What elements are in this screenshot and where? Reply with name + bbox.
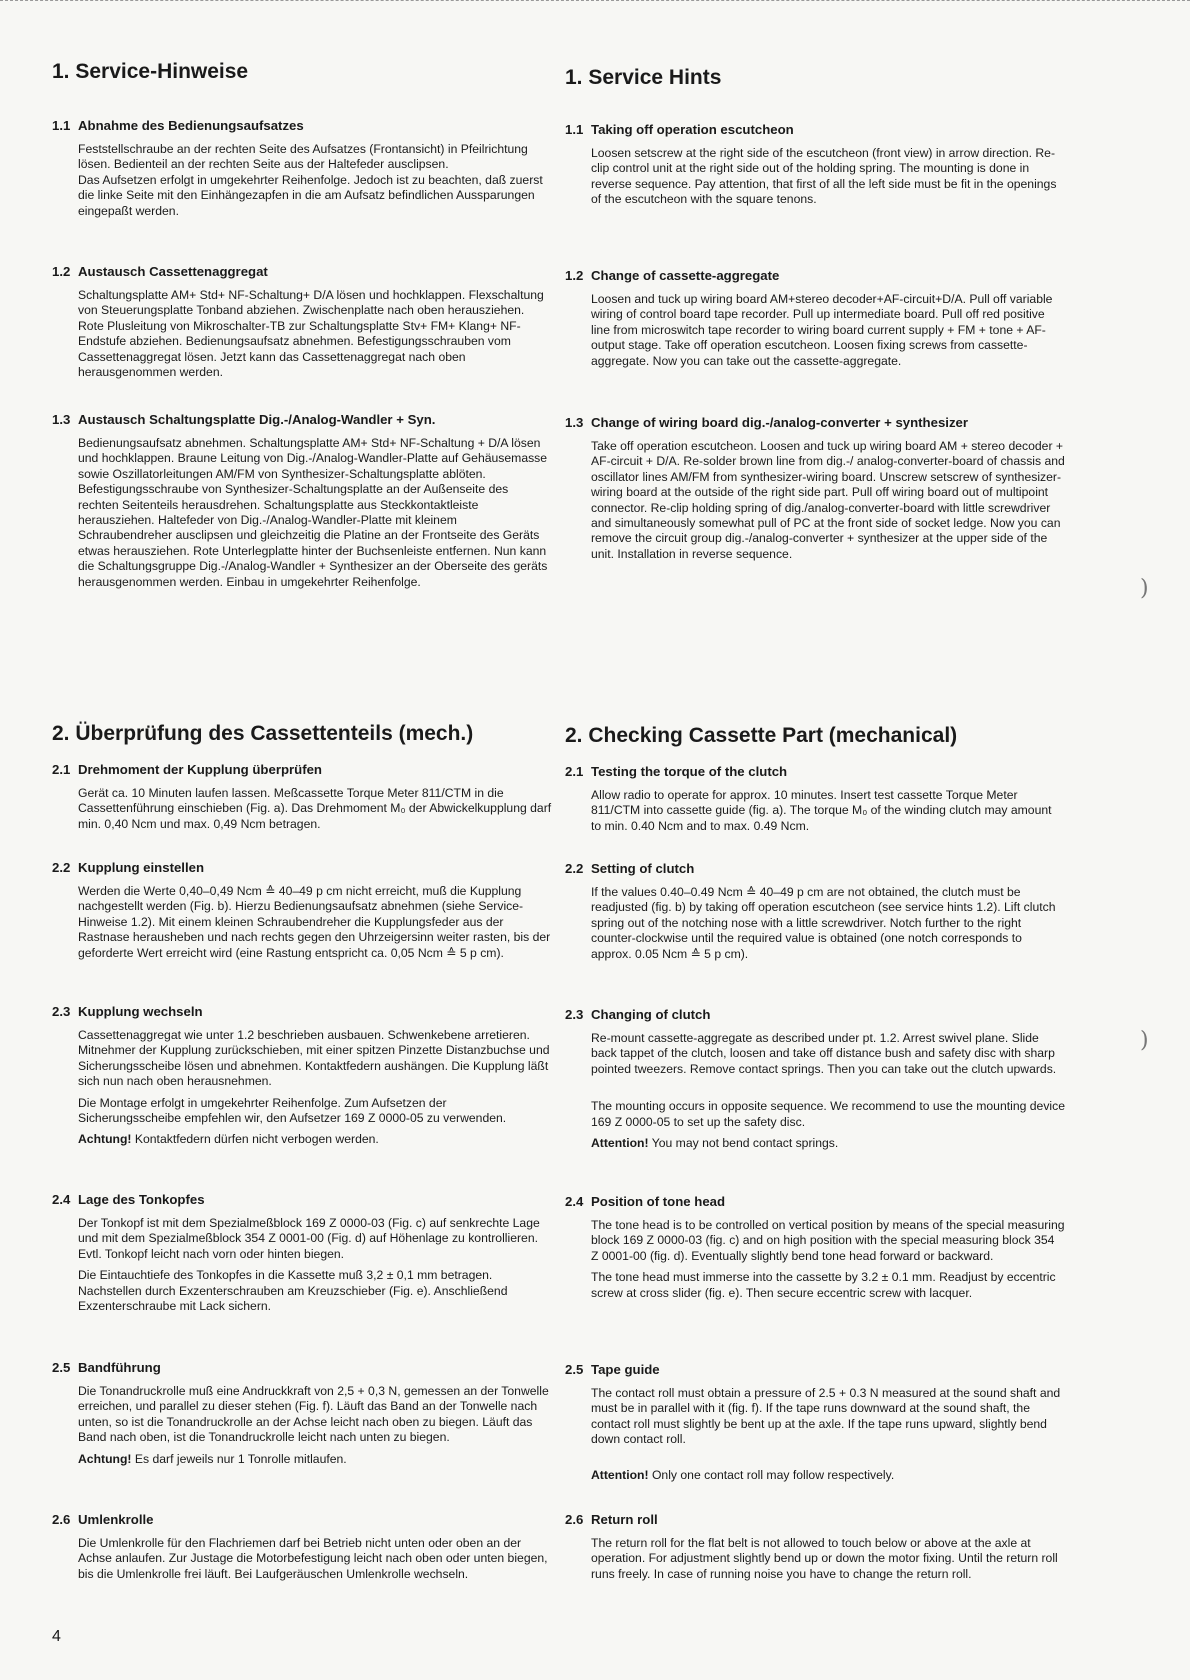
de-item-1-2	[52, 264, 552, 386]
en-item-2-5-attention-label: Attention!	[591, 1467, 649, 1482]
de-item-2-1	[52, 762, 552, 838]
de-item-2-3	[52, 1004, 552, 1154]
en-item-2-2	[565, 861, 1065, 968]
top-border-line	[0, 0, 1190, 1]
en-item-2-1-num: 2.1	[565, 764, 584, 779]
en-item-1-3-title: Change of wiring board dig.-/analog-converter + synthesizer	[591, 415, 969, 430]
de-item-2-5-attention	[78, 1452, 552, 1467]
en-item-2-6-para-1: The return roll for the flat belt is not allowed to touch below or above at the axle at operation. For adjustment slightly bend up or down the motor fixing. Until the return roll runs freely. In case of running noise you have to change the return roll.	[591, 1536, 1058, 1581]
margin-bracket-mark: )	[1140, 576, 1149, 601]
de-item-1-3-title: Austausch Schaltungsplatte Dig.-/Analog-Wandler + Syn.	[78, 412, 436, 427]
de-item-2-6-num: 2.6	[52, 1512, 71, 1527]
de-item-2-3-para-1: Cassettenaggregat wie unter 1.2 beschrieben ausbauen. Schwenkebene arretieren. Mitnehmer der Kupplung zurückschieben, mit einer spitzen Pinzette Distanzbuchse und Sicherungsscheibe lösen und abnehmen. Kontaktfedern aushängen. Die Kupplung läßt sich nun nach oben herausnehmen.	[78, 1028, 550, 1089]
en-item-2-2-title: Setting of clutch	[591, 861, 695, 876]
english-section-2-title: 2. Checking Cassette Part (mechanical)	[565, 724, 958, 747]
en-item-2-3-para-1: Re-mount cassette-aggregate as described under pt. 1.2. Arrest swivel plane. Slide back tappet of the clutch, loosen and take off distance bush and safety disc with sharp pointed tweezers. Remove contact springs. Then you can take out the clutch upwards.	[591, 1031, 1057, 1076]
en-item-1-1-title: Taking off operation escutcheon	[591, 122, 794, 137]
de-item-2-5-title: Bandführung	[78, 1360, 161, 1375]
en-item-2-4-title: Position of tone head	[591, 1194, 726, 1209]
de-item-2-3-para-2: Die Montage erfolgt in umgekehrter Reihenfolge. Zum Aufsetzen der Sicherungsscheibe empfehlen wir, den Aufsetzer 169 Z 0000-05 zu verwenden.	[78, 1095, 507, 1126]
en-item-2-3-attention-label: Attention!	[591, 1136, 649, 1151]
en-item-1-1-num: 1.1	[565, 122, 584, 137]
de-item-2-5-para-1: Die Tonandruckrolle muß eine Andruckkraft von 2,5 + 0,3 N, gemessen an der Tonwelle erreichen, und parallel zu dieser stehen (Fig. f). Läuft das Band an der Tonwelle nach unten, so ist die Tonandruckrolle an der Achse leicht nach oben zu biegen. Läuft das Band nach oben, ist die Tonandruckrolle leicht nach unten zu biegen.	[78, 1384, 549, 1445]
de-item-2-3-attention	[78, 1132, 552, 1147]
de-item-2-5	[52, 1360, 552, 1473]
de-item-2-6-title: Umlenkrolle	[78, 1512, 154, 1527]
de-item-2-3-title: Kupplung wechseln	[78, 1004, 203, 1019]
en-item-2-2-num: 2.2	[565, 861, 584, 876]
german-section-2-title: 2. Überprüfung des Cassettenteils (mech.)	[52, 722, 474, 745]
en-item-2-3-num: 2.3	[565, 1007, 584, 1022]
en-item-1-2	[565, 268, 1065, 375]
de-item-1-2-num: 1.2	[52, 264, 71, 279]
de-item-2-6-para-1: Die Umlenkrolle für den Flachriemen darf bei Betrieb nicht unten oder oben an der Achse anlaufen. Zur Justage die Motorbefestigung leicht nach oben oder unten biegen, bis die Umlenkrolle frei läuft. Bei Laufgeräuschen Umlenkrolle wechseln.	[78, 1536, 548, 1581]
de-item-2-5-attention-text: Es darf jeweils nur 1 Tonrolle mitlaufen.	[134, 1451, 347, 1466]
en-item-2-5	[565, 1362, 1065, 1489]
de-item-2-4-title: Lage des Tonkopfes	[78, 1192, 205, 1207]
en-item-2-5-title: Tape guide	[591, 1362, 660, 1377]
de-item-1-2-title: Austausch Cassettenaggregat	[78, 264, 268, 279]
en-item-1-3-num: 1.3	[565, 415, 584, 430]
de-item-2-3-attention-text: Kontaktfedern dürfen nicht verbogen werden.	[134, 1132, 379, 1147]
de-item-2-3-attention-label: Achtung!	[78, 1132, 132, 1147]
en-item-2-3-attention-text: You may not bend contact springs.	[651, 1136, 839, 1151]
de-item-2-4-para-1: Der Tonkopf ist mit dem Spezialmeßblock 169 Z 0000-03 (Fig. c) auf senkrechte Lage und mit dem Spezialmeßblock 354 Z 0001-00 (Fig. d) auf Höhenlage zu kontrollieren. Evtl. Tonkopf leicht nach vorn oder hinten biegen.	[78, 1216, 540, 1261]
en-item-1-3	[565, 415, 1065, 568]
en-item-2-1-title: Testing the torque of the clutch	[591, 764, 788, 779]
de-item-1-1-para-1: Feststellschraube an der rechten Seite des Aufsatzes (Frontansicht) in Pfeilrichtung lösen. Bedienteil an der rechten Seite aus der Haltefeder ausclipsen.	[78, 142, 528, 172]
en-item-1-2-num: 1.2	[565, 268, 584, 283]
de-item-1-1-title: Abnahme des Bedienungsaufsatzes	[78, 118, 304, 133]
de-item-2-2-num: 2.2	[52, 860, 71, 875]
margin-bracket-mark: )	[1140, 1028, 1149, 1053]
de-item-1-3-para-1: Bedienungsaufsatz abnehmen. Schaltungsplatte AM+ Std+ NF-Schaltung + D/A lösen und hochklappen. Braune Leitung von Dig.-/Analog-Wandler-Platte auf Gehäusemasse sowie Oszillatorleitungen AM/FM von Synthesizer-Schaltungsplatte ablöten. Befestigungsschraube von Synthesizer-Schaltungsplatte an der Außenseite des rechten Seitenteils herausdrehen. Schaltungsplatte aus Steckkontaktleiste herausziehen. Haltefeder von Dig.-/Analog-Wandler-Platte mit kleinem Schraubendreher ausclipsen und gleichzeitig die Platine an der Frontseite des Geräts etwas herausziehen. Rote Unterlegplatte hinter der Buchsenleiste entfernen. Nun kann die Schaltungsgruppe Dig.-/Analog-Wandler + Synthesizer an der Oberseite des geräts herausgenommen werden. Einbau in umgekehrter Reihenfolge.	[78, 436, 548, 589]
en-item-2-1	[565, 764, 1065, 840]
de-item-2-2-para-1: Werden die Werte 0,40–0,49 Ncm ≙ 40–49 p cm nicht erreicht, muß die Kupplung nachgestellt werden (Fig. b). Hierzu Bedienungsaufsatz abnehmen (siehe Service-Hinweise 1.2). Mit einem kleinen Schraubendreher die Kupplungsfeder aus der Rastnase herausheben und nach rechts gegen den Uhrzeigersinn weiter rasten, bis der geforderte Wert erreicht wird (eine Rastung entspricht ca. 0,05 Ncm ≙ 5 p cm).	[78, 884, 551, 960]
de-item-2-5-num: 2.5	[52, 1360, 71, 1375]
en-item-2-2-para-1: If the values 0.40–0.49 Ncm ≙ 40–49 p cm are not obtained, the clutch must be readjusted (fig. b) by taking off operation escutcheon (see service hints 1.2). Lift clutch spring out of the notching nose with a little screwdriver. Notch further to the right counter-clockwise until the required value is obtained (one notch corresponds to approx. 0.05 Ncm ≙ 5 p cm).	[591, 885, 1056, 961]
de-item-1-3	[52, 412, 552, 596]
en-item-1-1	[565, 122, 1065, 214]
de-item-2-4	[52, 1192, 552, 1320]
en-item-2-6-title: Return roll	[591, 1512, 658, 1527]
en-item-2-3-attention	[591, 1136, 1065, 1151]
en-item-2-5-attention-text: Only one contact roll may follow respectively.	[651, 1467, 895, 1482]
en-item-1-3-para-1: Take off operation escutcheon. Loosen and tuck up wiring board AM + stereo decoder + AF-circuit + D/A. Re-solder brown line from dig.-/ analog-converter-board of chassis and oscillator lines AM/FM from synthesizer-wiring board. Unscrew setscrew of synthesizer-wiring board at the outside of the right side part. Pull off wiring board out of multipoint connector. Re-clip holding spring of dig./analog-converter-board with little screwdriver and simultaneously somewhat pull of PC at the front side of socket ledge. Now you can remove the circuit group dig.-/analog-converter + synthesizer at the upper side of the unit. Installation in reverse sequence.	[591, 439, 1065, 561]
en-item-2-1-para-1: Allow radio to operate for approx. 10 minutes. Insert test cassette Torque Meter 811/CTM into cassette guide (fig. a). The torque M₀ of the winding clutch may amount to min. 0.40 Ncm and to max. 0.49 Ncm.	[591, 788, 1052, 833]
de-item-2-4-para-2: Die Eintauchtiefe des Tonkopfes in die Kassette muß 3,2 ± 0,1 mm betragen. Nachstellen durch Exzenterschrauben am Kreuzschieber (Fig. e). Anschließend Exzenterschraube mit Lack sichern.	[78, 1268, 508, 1314]
de-item-2-1-num: 2.1	[52, 762, 71, 777]
en-item-2-4-para-2: The tone head must immerse into the cassette by 3.2 ± 0.1 mm. Readjust by eccentric screw at cross slider (fig. e). Then secure eccentric screw with lacquer.	[591, 1270, 1056, 1300]
de-item-1-3-num: 1.3	[52, 412, 71, 427]
de-item-1-2-para-1: Schaltungsplatte AM+ Std+ NF-Schaltung+ D/A lösen und hochklappen. Flexschaltung von Steuerungsplatte Tonband abziehen. Zwischenplatte nach oben herausziehen. Rote Plusleitung von Mikroschalter-TB zur Schaltungsplatte Stv+ FM+ Klang+ NF-Endstufe abziehen. Bedienungsaufsatz abnehmen. Befestigungsschrauben vom Cassettenaggregat lösen. Jetzt kann das Cassettenaggregat nach oben herausgenommen werden.	[78, 288, 544, 380]
de-item-2-2-title: Kupplung einstellen	[78, 860, 205, 875]
en-item-2-3	[565, 1007, 1065, 1157]
en-item-2-6-num: 2.6	[565, 1512, 584, 1527]
en-item-2-4	[565, 1194, 1065, 1307]
de-item-2-3-num: 2.3	[52, 1004, 71, 1019]
de-item-2-2	[52, 860, 552, 967]
de-item-1-1-para-2: Das Aufsetzen erfolgt in umgekehrter Reihenfolge. Jedoch ist zu beachten, daß zuerst die linke Seite mit den Einhängezapfen in die am Aufsatz befindlichen Aussparungen eingepaßt werden.	[78, 172, 543, 218]
en-item-2-3-para-2: The mounting occurs in opposite sequence. We recommend to use the mounting device 169 Z 0000-05 to set up the safety disc.	[591, 1099, 1066, 1129]
en-item-2-5-attention	[591, 1468, 1065, 1483]
english-section-1-title: 1. Service Hints	[565, 66, 722, 89]
de-item-2-1-para-1: Gerät ca. 10 Minuten laufen lassen. Meßcassette Torque Meter 811/CTM in die Cassettenführung einschieben (Fig. a). Das Drehmoment M₀ der Abwickelkupplung darf min. 0,40 Ncm und max. 0,49 Ncm betragen.	[78, 786, 552, 831]
de-item-2-1-title: Drehmoment der Kupplung überprüfen	[78, 762, 322, 777]
de-item-2-6	[52, 1512, 552, 1588]
de-item-1-1	[52, 118, 552, 225]
en-item-1-2-para-1: Loosen and tuck up wiring board AM+stereo decoder+AF-circuit+D/A. Pull off variable wiring of control board tape recorder. Pull up intermediate board. Pull off red positive line from microswitch tape recorder to wiring board current supply + FM + tone + AF-output stage. Take off operation escutcheon. Loosen fixing screws from cassette-aggregate. Now you can take out the cassette-aggregate.	[591, 292, 1053, 368]
en-item-2-5-num: 2.5	[565, 1362, 584, 1377]
en-item-1-2-title: Change of cassette-aggregate	[591, 268, 780, 283]
german-section-1-title: 1. Service-Hinweise	[52, 60, 249, 83]
en-item-2-4-num: 2.4	[565, 1194, 584, 1209]
en-item-2-4-para-1: The tone head is to be controlled on vertical position by means of the special measuring block 169 Z 0000-03 (fig. c) and on high position with the special measuring block 354 Z 0001-00 (fig. d). Eventually slightly bend tone head forward or backward.	[591, 1218, 1065, 1263]
de-item-2-4-num: 2.4	[52, 1192, 71, 1207]
en-item-2-6	[565, 1512, 1065, 1588]
de-item-2-5-attention-label: Achtung!	[78, 1451, 132, 1466]
de-item-1-1-num: 1.1	[52, 118, 71, 133]
en-item-2-5-para-1: The contact roll must obtain a pressure of 2.5 + 0.3 N measured at the sound shaft and must be in parallel with it (fig. f). If the tape runs downward at the sound shaft, the contact roll must slightly be bent up at the axle. If the tape runs upward, slightly bend down contact roll.	[591, 1386, 1061, 1447]
en-item-2-3-title: Changing of clutch	[591, 1007, 711, 1022]
en-item-1-1-para-1: Loosen setscrew at the right side of the escutcheon (front view) in arrow direction. Re-clip control unit at the right side out of the holding spring. The mounting is done in reverse sequence. Pay attention, that first of all the left side must be fit in the openings of the escutcheon with the square tenons.	[591, 146, 1057, 207]
page-number: 4	[52, 1628, 61, 1645]
